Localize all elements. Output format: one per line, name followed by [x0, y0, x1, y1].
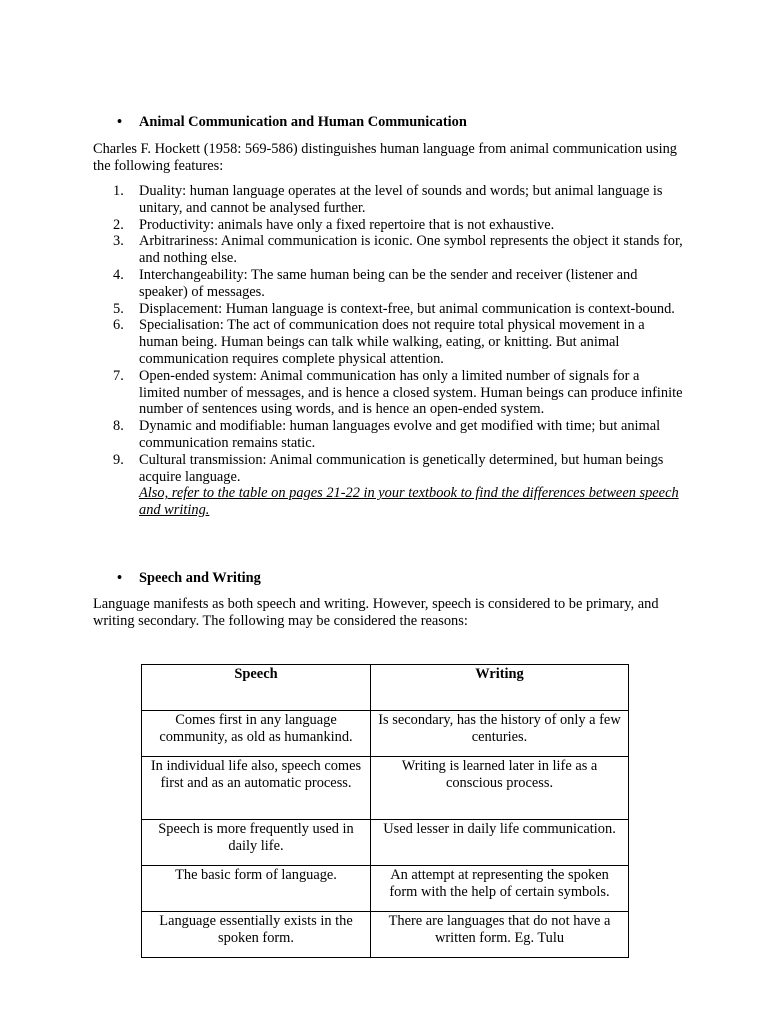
- table-row: [142, 820, 629, 866]
- item-text: Specialisation: The act of communication does not require total physical movement in a human being. Human beings can talk while walking, eating, or knitting. But animal communication requires complete physical attention.: [139, 317, 645, 367]
- list-item: [93, 301, 683, 318]
- item-number: 9.: [113, 451, 124, 468]
- item-text: Dynamic and modifiable: human languages evolve and get modified with time; but animal communication remains static.: [139, 418, 661, 451]
- item-number: 2.: [113, 216, 124, 233]
- item-number: 3.: [113, 233, 124, 250]
- item-number: 7.: [113, 367, 124, 384]
- item-text: Cultural transmission: Animal communication is genetically determined, but human beings acquire language.: [139, 451, 664, 485]
- textbook-note: Also, refer to the table on pages 21-22 in your textbook to find the differences between speech and writing.: [139, 485, 679, 519]
- bullet-icon: •: [117, 570, 123, 586]
- list-item: [93, 452, 683, 486]
- list-item: [93, 267, 683, 301]
- table-row: [142, 866, 629, 912]
- list-item: [93, 368, 683, 418]
- table-cell: An attempt at representing the spoken form with the help of certain symbols.: [371, 866, 629, 912]
- table-header-row: [142, 665, 629, 711]
- table-cell: There are languages that do not have a written form. Eg. Tulu: [371, 912, 629, 958]
- item-number: 6.: [113, 317, 124, 334]
- table-cell: In individual life also, speech comes first and as an automatic process.: [142, 757, 371, 820]
- list-item: [93, 217, 683, 234]
- list-item: [93, 183, 683, 217]
- list-item: [93, 233, 683, 267]
- section-heading-speech-writing: [117, 570, 261, 587]
- bullet-icon: •: [117, 114, 123, 130]
- heading-text: Speech and Writing: [139, 570, 261, 586]
- table-cell: The basic form of language.: [142, 866, 371, 912]
- item-text: Interchangeability: The same human being can be the sender and receiver (listener and speaker) of messages.: [139, 266, 638, 300]
- column-header-writing: Writing: [371, 665, 629, 711]
- item-number: 1.: [113, 183, 124, 199]
- speech-intro-paragraph: Language manifests as both speech and writing. However, speech is considered to be primary, and writing secondary. The following may be considered the reasons:: [93, 596, 659, 629]
- item-number: 8.: [113, 418, 124, 435]
- intro-paragraph: Charles F. Hockett (1958: 569-586) distinguishes human language from animal communication using the following features:: [93, 141, 677, 174]
- table-row: [142, 757, 629, 820]
- table-cell: Language essentially exists in the spoken form.: [142, 912, 371, 958]
- list-item: [93, 317, 683, 367]
- table-cell: Speech is more frequently used in daily life.: [142, 820, 371, 866]
- table-cell: Used lesser in daily life communication.: [371, 820, 629, 866]
- table-row: [142, 912, 629, 958]
- table-cell: Writing is learned later in life as a conscious process.: [371, 757, 629, 820]
- item-text: Duality: human language operates at the level of sounds and words; but animal language is unitary, and cannot be analysed further.: [139, 183, 663, 216]
- table-cell: Comes first in any language community, as old as humankind.: [142, 711, 371, 757]
- item-text: Open-ended system: Animal communication has only a limited number of signals for a limited number of messages, and is hence a closed system. Human beings can produce infinite number of sentences using words, and is hence an open-ended system.: [139, 367, 683, 418]
- item-text: Displacement: Human language is context-free, but animal communication is context-bound.: [139, 300, 675, 317]
- table-cell: Is secondary, has the history of only a few centuries.: [371, 711, 629, 757]
- item-number: 4.: [113, 266, 124, 283]
- heading-text: Animal Communication and Human Communication: [139, 114, 467, 130]
- list-item: [93, 418, 683, 452]
- item-number: 5.: [113, 300, 124, 317]
- speech-writing-table: [141, 664, 629, 958]
- item-text: Productivity: animals have only a fixed repertoire that is not exhaustive.: [139, 216, 555, 233]
- column-header-speech: Speech: [142, 665, 371, 711]
- table-row: [142, 711, 629, 757]
- features-list: [93, 183, 683, 519]
- section-heading-animal-communication: [117, 114, 467, 131]
- item-text: Arbitrariness: Animal communication is iconic. One symbol represents the object it stands for, and nothing else.: [139, 233, 683, 267]
